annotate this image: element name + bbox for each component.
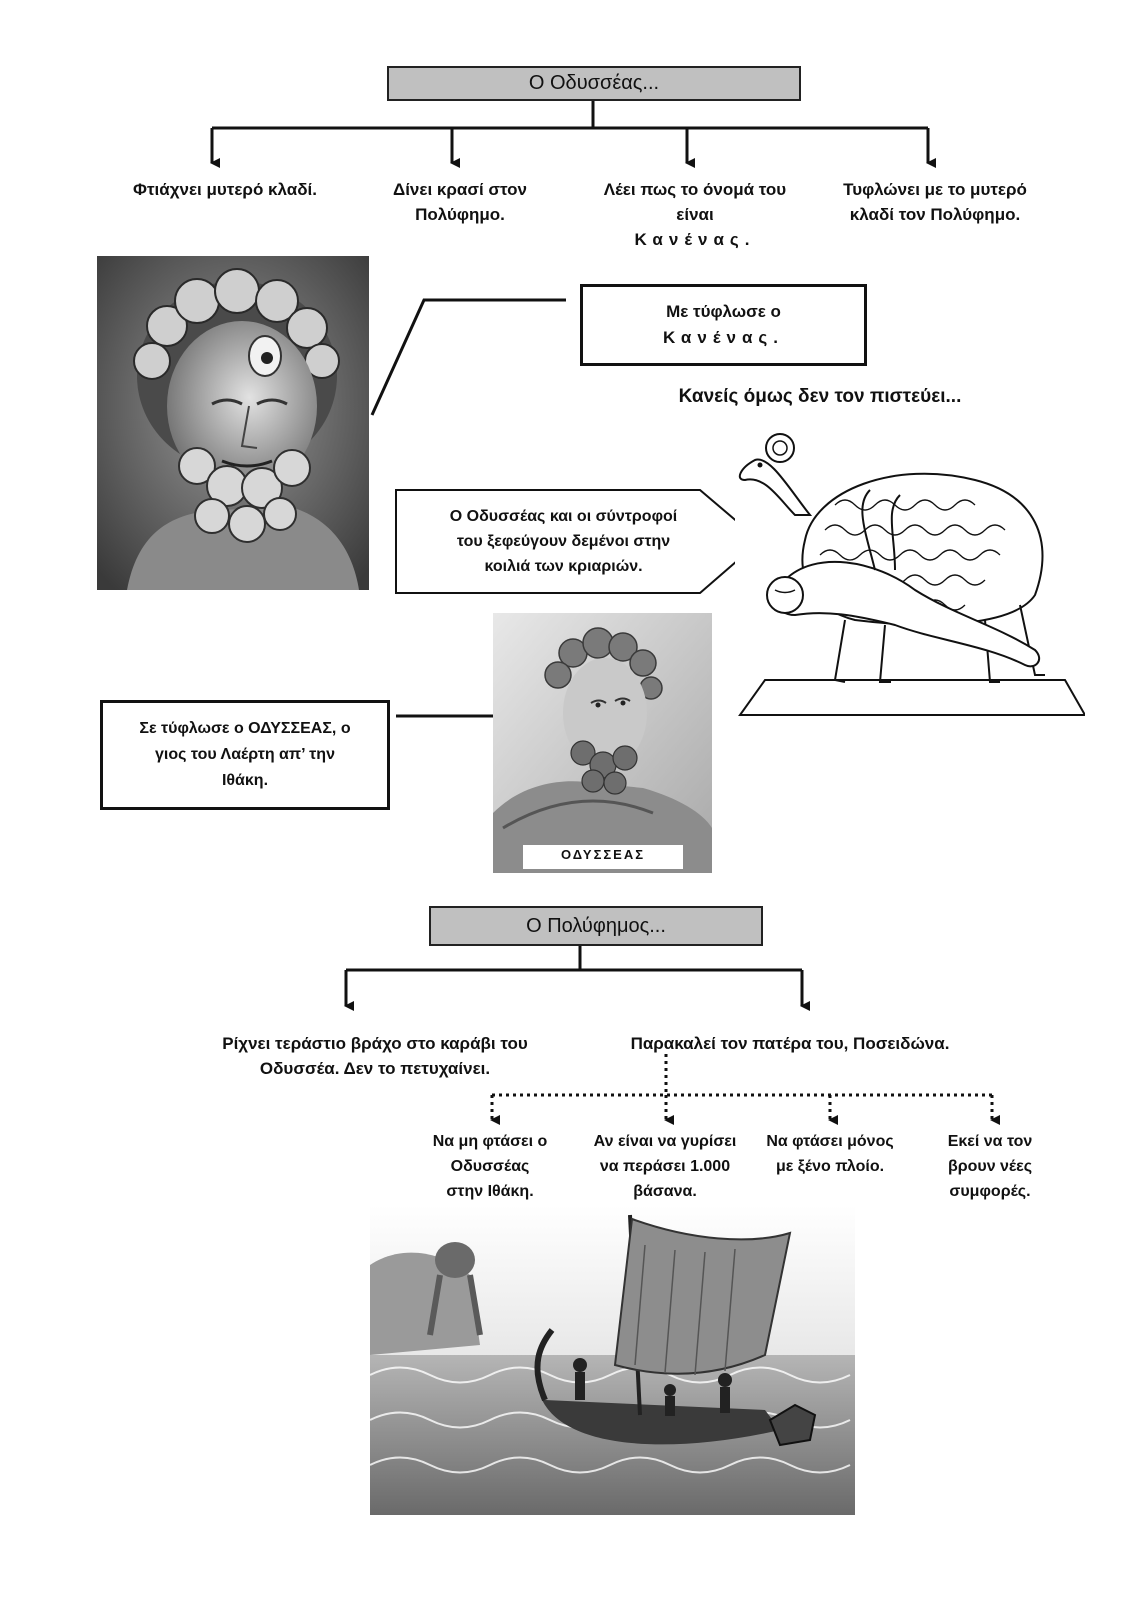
cyclops-speech-line2: Κανένας. — [663, 328, 784, 347]
odysseus-caption: ΟΔΥΣΣΕΑΣ — [560, 847, 646, 862]
polyphemus-title: Ο Πολύφημος... — [429, 906, 763, 946]
cyclops-portrait-drawing — [97, 256, 369, 590]
escape-arrow-text: Ο Οδυσσέας και οι σύντροφοί του ξεφεύγουν δεμένοι στην κοιλιά των κριαριών. — [449, 508, 678, 575]
ship-at-sea-drawing — [370, 1205, 855, 1515]
action-make-stake: Φτιάχνει μυτερό κλαδί. — [133, 180, 317, 199]
action-pray-poseidon: Παρακαλεί τον πατέρα του, Ποσειδώνα. — [630, 1034, 950, 1053]
action-give-wine: Δίνει κρασί στον Πολύφημο. — [392, 180, 528, 224]
ram-with-man-drawing — [735, 420, 1085, 720]
ram-drawing — [735, 420, 1085, 720]
cyclops-portrait — [97, 256, 369, 590]
polyphemus-tree — [346, 943, 802, 1006]
action-say-name-text: Λέει πως το όνομά του είναι — [603, 180, 787, 224]
nobody-believes-text: Κανείς όμως δεν τον πιστεύει... — [678, 386, 962, 407]
curse-tree — [492, 1054, 992, 1120]
curse-thousand-troubles: Αν είναι να γυρίσει να περάσει 1.000 βάσανα. — [593, 1133, 737, 1200]
odysseus-portrait — [493, 613, 712, 873]
cyclops-speech-box — [580, 284, 867, 366]
odysseus-tree — [212, 99, 928, 163]
cyclops-speech-line — [372, 300, 566, 415]
curse-new-disasters: Εκεί να τον βρουν νέες συμφορές. — [947, 1133, 1033, 1200]
curse-foreign-ship: Να φτάσει μόνος με ξένο πλοίο. — [766, 1133, 894, 1175]
odysseus-speech-box: Σε τύφλωσε ο ΟΔΥΣΣΕΑΣ, ο γιος του Λαέρτη απ’ την Ιθάκη. — [100, 700, 390, 810]
odysseus-title: Ο Οδυσσέας... — [387, 66, 801, 101]
cyclops-speech-line1: Με τύφλωσε ο — [666, 302, 781, 321]
action-say-name — [575, 177, 815, 252]
action-blind-cyclops: Τυφλώνει με το μυτερό κλαδί τον Πολύφημο. — [843, 180, 1027, 224]
nobody-word: Κανένας. — [634, 230, 756, 249]
action-throw-rock: Ρίχνει τεράστιο βράχο στο καράβι του Οδυσσέα. Δεν το πετυχαίνει. — [222, 1034, 528, 1078]
ship-painting — [370, 1205, 855, 1515]
curse-not-reach-ithaca: Να μη φτάσει ο Οδυσσέας στην Ιθάκη. — [432, 1133, 548, 1200]
odysseus-portrait-drawing — [493, 613, 712, 873]
